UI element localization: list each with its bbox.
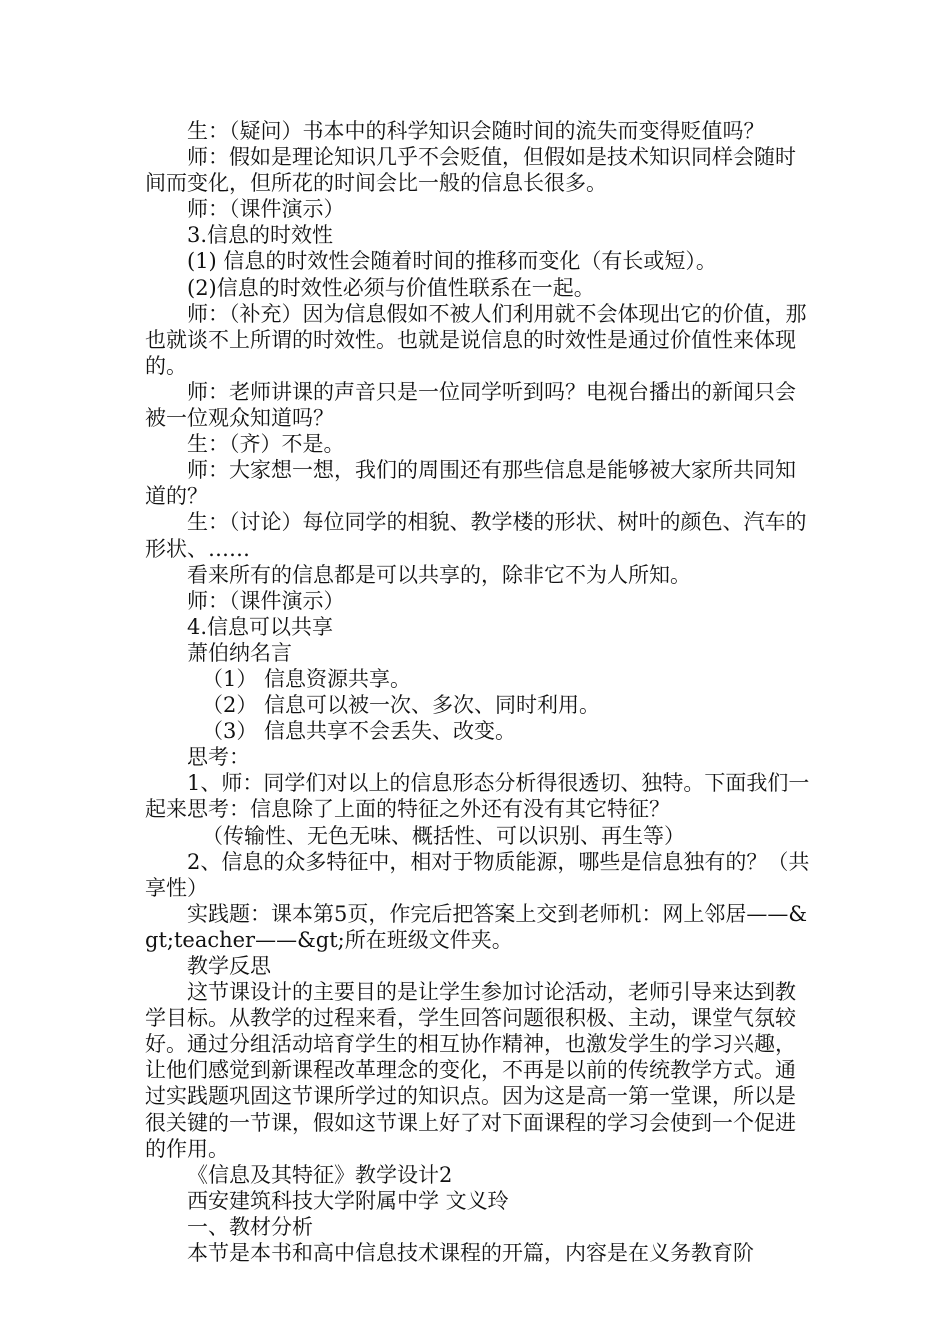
list-item: （2） 信息可以被一次、多次、同时利用。 <box>202 693 601 718</box>
paragraph: 本节是本书和高中信息技术课程的开篇，内容是在义务教育阶 <box>187 1241 754 1266</box>
paragraph: 师：假如是理论知识几乎不会贬值，但假如是技术知识同样会随时间而变化，但所花的时间会比一般的信息长很多。 <box>145 145 796 196</box>
list-item: (1) 信息的时效性会随着时间的推移而变化（有长或短）。 <box>187 249 717 274</box>
paragraph: 2、信息的众多特征中，相对于物质能源，哪些是信息独有的？（共享性） <box>145 849 810 900</box>
paragraph: 1、师：同学们对以上的信息形态分析得很透切、独特。下面我们一起来思考：信息除了上面的特征之外还有没有其它特征？ <box>145 771 810 822</box>
list-item: （3） 信息共享不会丢失、改变。 <box>202 719 517 744</box>
paragraph: 生：（讨论）每位同学的相貌、教学楼的形状、树叶的颜色、汽车的形状、…… <box>145 510 807 561</box>
paragraph: 萧伯纳名言 <box>187 640 292 665</box>
paragraph: （传输性、无色无味、概括性、可以识别、再生等） <box>202 823 685 848</box>
paragraph: 生：（齐）不是。 <box>187 432 345 457</box>
list-item: （1） 信息资源共享。 <box>202 666 412 691</box>
document-body <box>145 118 813 1266</box>
section-heading: 3.信息的时效性 <box>187 223 334 248</box>
author-line: 西安建筑科技大学附属中学 文义玲 <box>187 1188 509 1213</box>
paragraph: 师：（补充）因为信息假如不被人们利用就不会体现出它的价值，那也就谈不上所谓的时效性。也就是说信息的时效性是通过价值性来体现的。 <box>145 301 807 378</box>
section-heading: 教学反思 <box>187 954 271 978</box>
paragraph: 师：老师讲课的声音只是一位同学听到吗？电视台播出的新闻只会被一位观众知道吗？ <box>145 379 796 431</box>
section-heading: 4.信息可以共享 <box>187 614 334 639</box>
paragraph: 思考： <box>187 745 250 770</box>
paragraph: 实践题：课本第5页，作完后把答案上交到老师机：网上邻居——&gt;teacher——&gt;所在班级文件夹。 <box>145 901 808 952</box>
list-item: (2)信息的时效性必须与价值性联系在一起。 <box>187 275 595 300</box>
document-title: 《信息及其特征》教学设计2 <box>187 1162 453 1187</box>
paragraph: 生：（疑问）书本中的科学知识会随时间的流失而变得贬值吗？ <box>187 119 765 143</box>
paragraph: 师：大家想一想，我们的周围还有那些信息是能够被大家所共同知道的？ <box>145 458 796 509</box>
paragraph: 师：（课件演示） <box>187 197 345 222</box>
paragraph: 这节课设计的主要目的是让学生参加讨论活动，老师引导来达到教学目标。从教学的过程来看，学生回答问题很积极、主动，课堂气氛较好。通过分组活动培育学生的相互协作精神，也激发学生的学习兴趣，让他们感觉到新课程改革理念的变化，不再是以前的传统教学方式。通过实践题巩固这节课所学过的知识点。因为这是高一第一堂课，所以是很关键的一节课，假如这节课上好了对下面课程的学习会使到一个促进的作用。 <box>145 980 796 1161</box>
paragraph: 看来所有的信息都是可以共享的，除非它不为人所知。 <box>187 562 691 587</box>
section-heading: 一、教材分析 <box>187 1214 313 1239</box>
paragraph: 师：（课件演示） <box>187 588 345 613</box>
